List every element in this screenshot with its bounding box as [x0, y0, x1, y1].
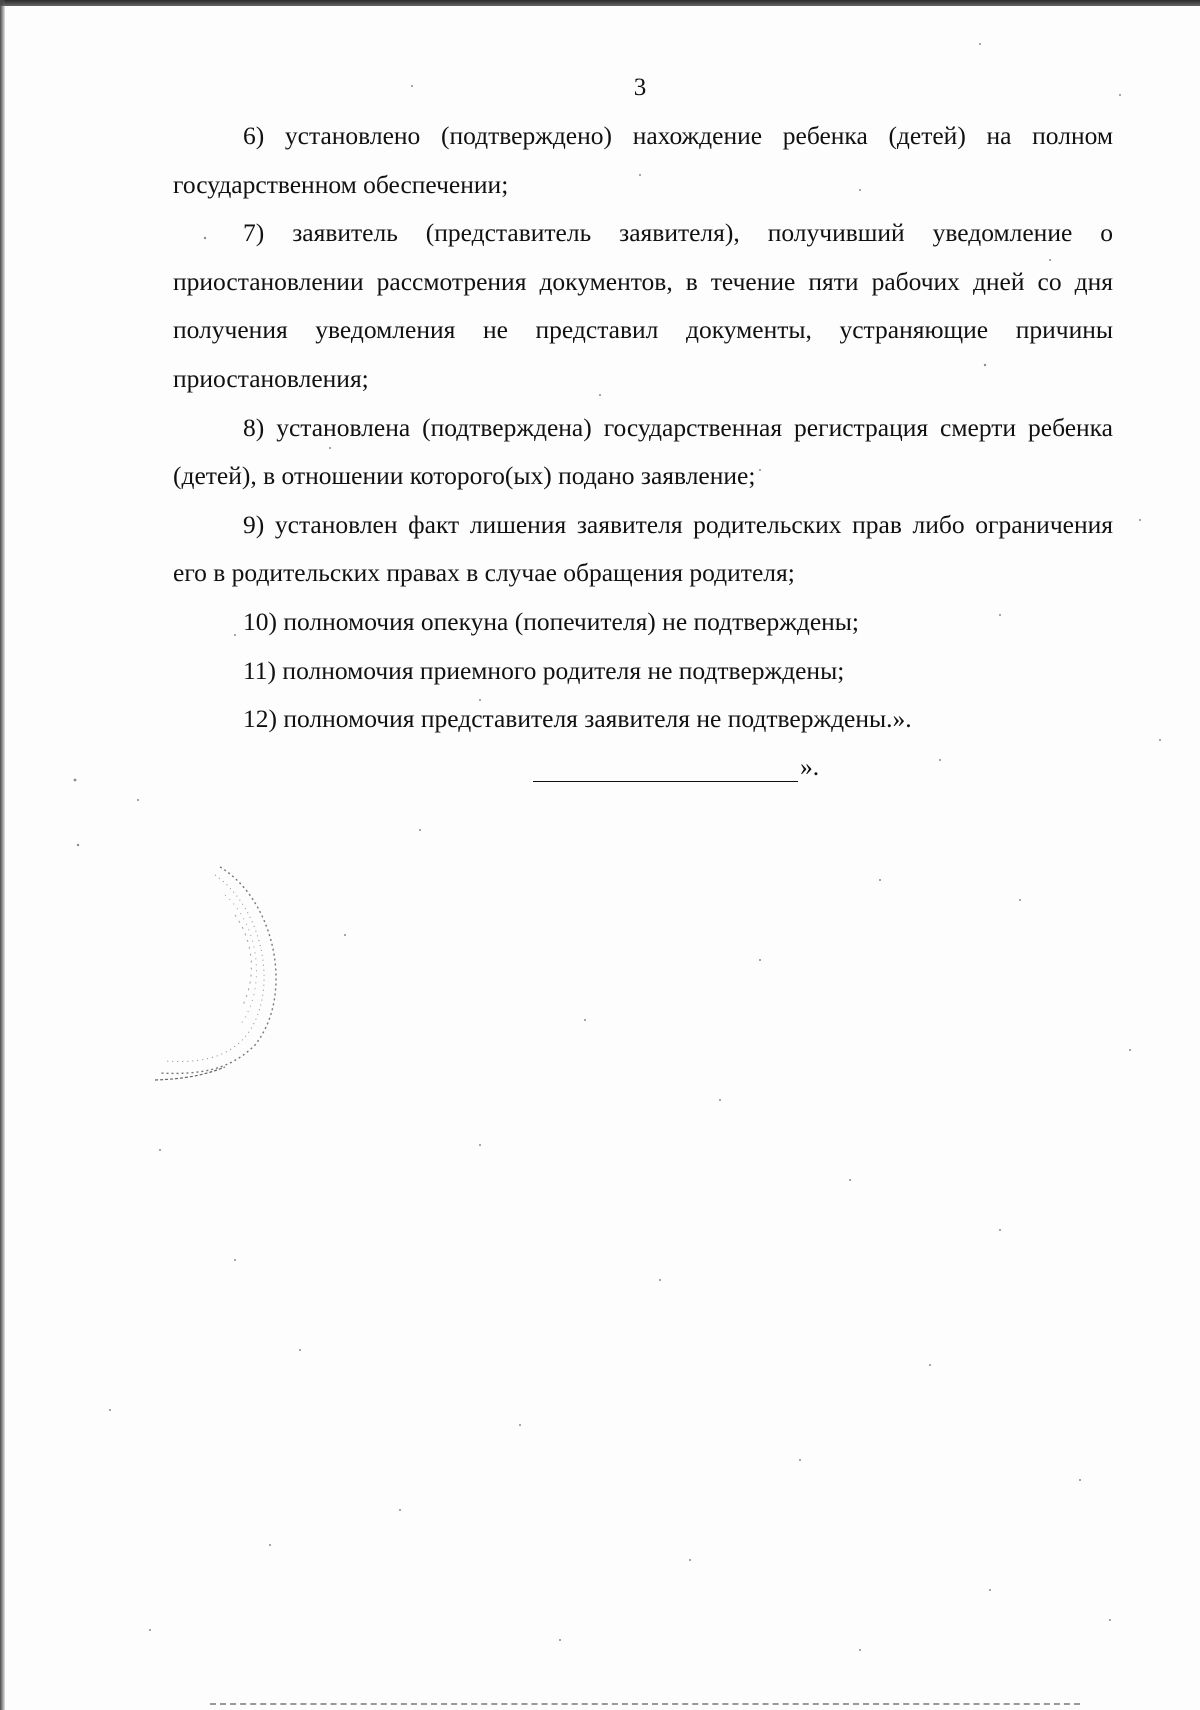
document-body: [173, 112, 1113, 744]
scan-top-edge: [0, 0, 1200, 6]
closing-quote-mark: ».: [800, 752, 820, 781]
page-number: 3: [633, 74, 647, 101]
scan-left-edge: [0, 0, 5, 1710]
stamp-seal-icon: [145, 855, 295, 1085]
paragraph-item-7: 7) заявитель (представитель заявителя), получивший уведомление о приостановлении рассмотрения документов, в течение пяти рабочих дней со дня получения уведомления не представил документы, устраняющие причины приостановления;: [173, 218, 1113, 393]
signature-underline: [533, 756, 798, 782]
paragraph-item-10: 10) полномочия опекуна (попечителя) не подтверждены;: [243, 606, 860, 636]
paragraph-item-8: 8) установлена (подтверждена) государственная регистрация смерти ребенка (детей), в отношении которого(ых) подано заявление;: [173, 412, 1113, 491]
closing-line-block: [533, 752, 819, 782]
paragraph-item-6: 6) установлено (подтверждено) нахождение ребенка (детей) на полном государственном обеспечении;: [173, 121, 1113, 199]
paragraph-item-11: 11) полномочия приемного родителя не подтверждены;: [243, 655, 845, 685]
paragraph-item-12: 12) полномочия представителя заявителя не подтверждены.».: [243, 704, 912, 734]
paragraph-item-9: 9) установлен факт лишения заявителя родительских прав либо ограничения его в родительских правах в случае обращения родителя;: [173, 509, 1113, 588]
scan-bottom-edge: [210, 1703, 1080, 1708]
